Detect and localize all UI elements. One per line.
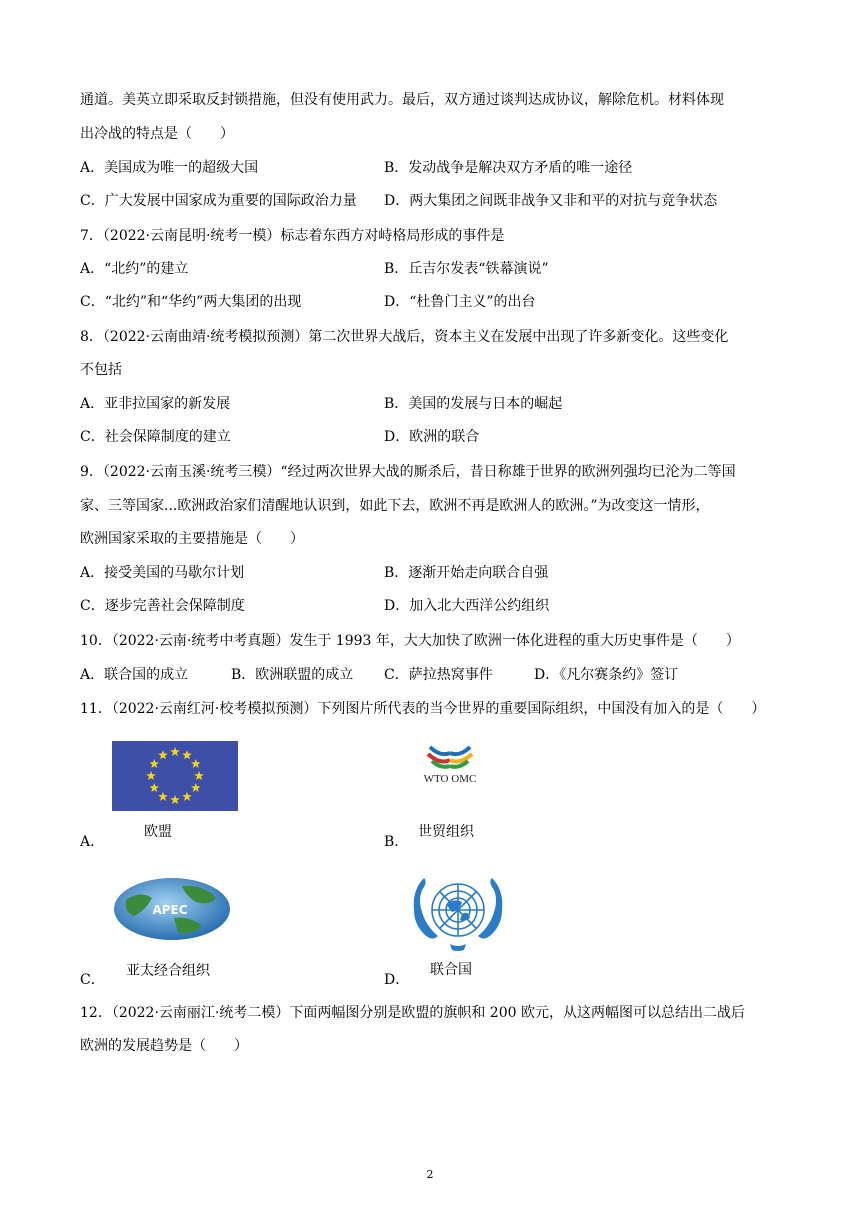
q8-line1: 8．（2022·云南曲靖·统考模拟预测）第二次世界大战后，资本主义在发展中出现了许多新变化。这些变化 [80, 329, 729, 345]
q10-option-d: D．《凡尔赛条约》签订 [534, 667, 679, 683]
q10-stem: 10．（2022·云南·统考中考真题）发生于 1993 年，大大加快了欧洲一体化进程的重大历史事件是（ ） [80, 633, 740, 649]
q11-stem: 11．（2022·云南红河·校考模拟预测）下列图片所代表的当今世界的重要国际组织，中国没有加入的是（ ） [80, 701, 766, 717]
q12-line1: 12．（2022·云南丽江·统考二模）下面两幅图分别是欧盟的旗帜和 200 欧元，从这两幅图可以总结出二战后 [80, 1005, 745, 1021]
q7-option-a: A．“北约”的建立 [80, 261, 189, 277]
q11-option-d-letter: D． [384, 972, 410, 988]
q10-option-a: A．联合国的成立 [80, 667, 189, 683]
q6-option-b: B．发动战争是解决双方矛盾的唯一途径 [384, 160, 633, 176]
q10-option-c: C．萨拉热窝事件 [384, 667, 493, 683]
q6-option-d: D．两大集团之间既非战争又非和平的对抗与竞争状态 [384, 193, 718, 209]
q6-option-a: A．美国成为唯一的超级大国 [80, 160, 259, 176]
wto-logo-image [410, 741, 490, 785]
q8-option-d: D．欧洲的联合 [384, 429, 480, 445]
q8-line2: 不包括 [80, 362, 122, 378]
q9-line3: 欧洲国家采取的主要措施是（ ） [80, 531, 304, 547]
q6-option-c: C．广大发展中国家成为重要的国际政治力量 [80, 193, 357, 209]
q7-option-b: B．丘吉尔发表“铁幕演说” [384, 261, 549, 277]
q8-option-a: A．亚非拉国家的新发展 [80, 396, 231, 412]
q6-line1: 通道。美英立即采取反封锁措施，但没有使用武力。最后，双方通过谈判达成协议，解除危机。材料体现 [80, 92, 724, 108]
eu-flag-image [112, 741, 238, 811]
q9-option-d: D．加入北大西洋公约组织 [384, 598, 550, 614]
q11-option-b-caption: 世贸组织 [418, 824, 474, 840]
q7-stem: 7．（2022·云南昆明·统考一模）标志着东西方对峙格局形成的事件是 [80, 228, 505, 244]
q9-option-c: C．逐步完善社会保障制度 [80, 598, 245, 614]
q9-option-b: B．逐渐开始走向联合自强 [384, 565, 549, 581]
wto-logo-text: WTO OMC [423, 773, 477, 785]
apec-logo-image [112, 876, 232, 942]
q10-option-b: B．欧洲联盟的成立 [231, 667, 354, 683]
q11-option-d-caption: 联合国 [430, 962, 472, 978]
q6-line2: 出冷战的特点是（ ） [80, 126, 234, 142]
q7-option-d: D．“杜鲁门主义”的出台 [384, 294, 536, 310]
q9-line2: 家、三等国家...欧洲政治家们清醒地认识到，如此下去，欧洲不再是欧洲人的欧洲。”为改变这一情形， [80, 498, 710, 514]
q7-option-c: C．“北约”和“华约”两大集团的出现 [80, 294, 302, 310]
un-emblem-image [406, 870, 510, 956]
q9-line1: 9．（2022·云南玉溪·统考三模）“经过两次世界大战的厮杀后，昔日称雄于世界的欧洲列强均已沦为二等国 [80, 464, 736, 480]
q11-option-b-letter: B． [384, 834, 409, 850]
q9-option-a: A．接受美国的马歇尔计划 [80, 565, 245, 581]
q11-option-a-letter: A． [80, 834, 105, 850]
q8-option-b: B．美国的发展与日本的崛起 [384, 396, 563, 412]
q11-option-c-caption: 亚太经合组织 [126, 963, 210, 979]
q11-option-c-letter: C． [80, 972, 105, 988]
q12-line2: 欧洲的发展趋势是（ ） [80, 1038, 248, 1054]
q11-option-a-caption: 欧盟 [144, 824, 172, 840]
page-number: 2 [426, 1168, 434, 1181]
apec-logo-text: APEC [152, 903, 188, 917]
q8-option-c: C．社会保障制度的建立 [80, 429, 231, 445]
